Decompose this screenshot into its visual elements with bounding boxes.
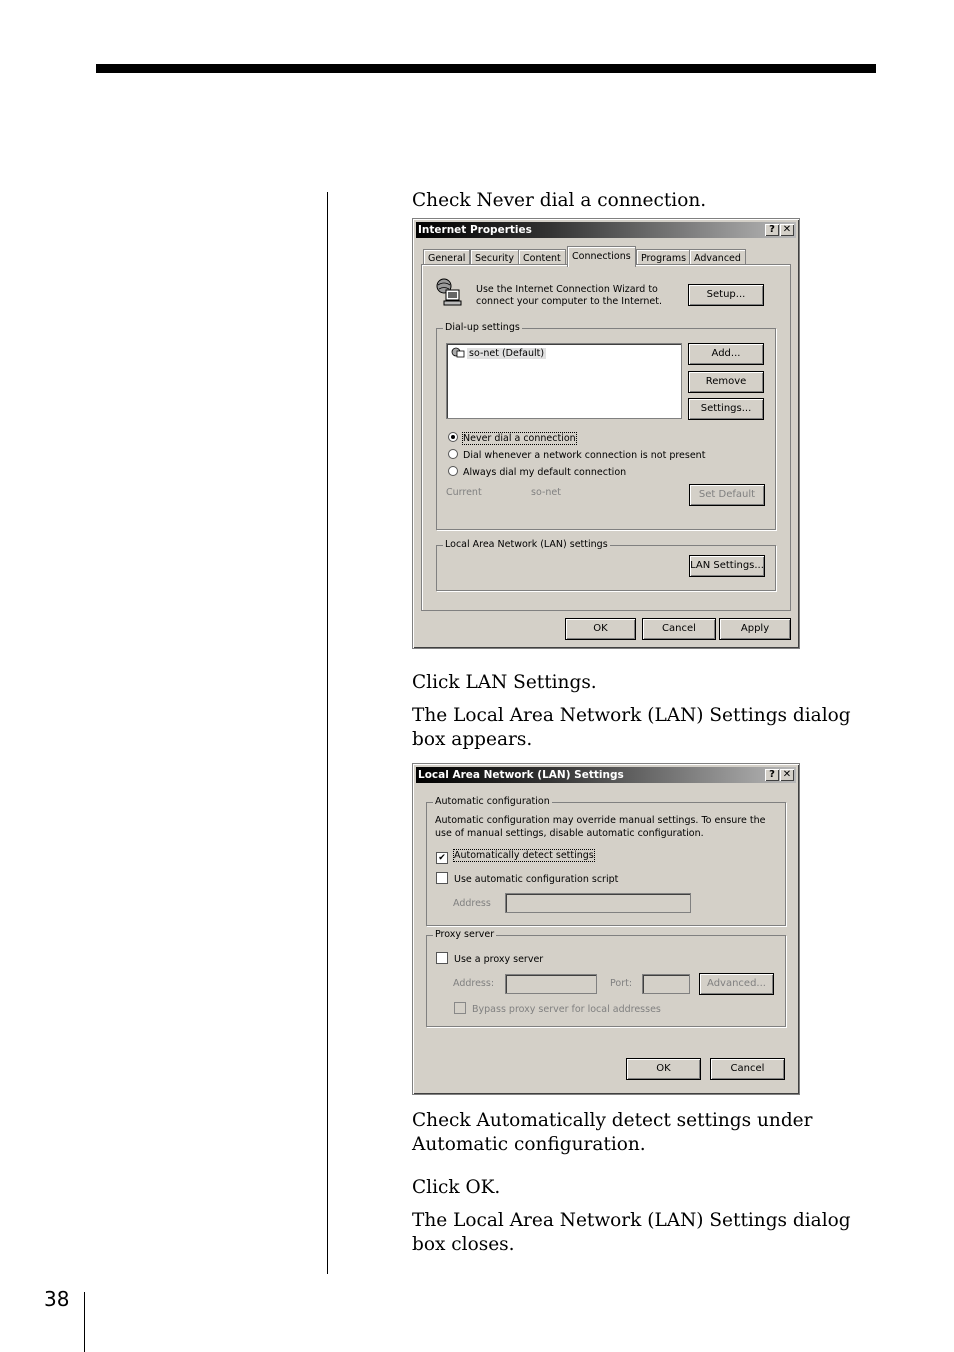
help-icon[interactable]: ? — [765, 769, 779, 781]
dialup-connection-icon — [451, 347, 465, 358]
radio-dial-whenever-label: Dial whenever a network connection is not present — [463, 450, 706, 461]
radio-always-dial-control[interactable] — [448, 466, 458, 476]
step-lan-closes-line2: box closes. — [412, 1234, 515, 1255]
help-icon[interactable]: ? — [765, 224, 779, 236]
proxy-address-input[interactable] — [505, 974, 597, 994]
step-click-ok: Click OK. — [412, 1177, 501, 1198]
tab-security[interactable]: Security — [470, 249, 519, 267]
step-never-dial: Check Never dial a connection. — [412, 190, 707, 211]
wizard-text-line2: connect your computer to the Internet. — [476, 296, 663, 307]
settings-button[interactable]: Settings... — [688, 398, 764, 420]
cancel-button[interactable]: Cancel — [710, 1058, 785, 1080]
automatic-configuration-group — [426, 796, 786, 926]
setup-button[interactable]: Setup... — [688, 284, 764, 306]
auto-script-checkbox[interactable] — [436, 872, 448, 884]
auto-desc-line1: Automatic configuration may override manual settings. To ensure the — [435, 815, 766, 826]
tab-advanced[interactable]: Advanced — [689, 249, 746, 267]
current-label: Current — [446, 487, 482, 498]
script-address-input[interactable] — [505, 893, 691, 913]
auto-detect-label: Automatically detect settings — [454, 850, 594, 861]
step-lan-closes-line1: The Local Area Network (LAN) Settings dialog — [412, 1210, 851, 1231]
set-default-button[interactable]: Set Default — [689, 484, 765, 506]
list-item[interactable] — [451, 347, 546, 359]
tab-programs[interactable]: Programs — [636, 249, 691, 267]
bypass-row[interactable] — [454, 1002, 661, 1015]
radio-always-dial[interactable] — [448, 466, 626, 478]
radio-always-dial-label: Always dial my default connection — [463, 467, 627, 478]
auto-script-row[interactable] — [436, 872, 618, 885]
wizard-text-line1: Use the Internet Connection Wizard to — [476, 284, 658, 295]
internet-properties-dialog — [412, 218, 800, 649]
dialog-title: Internet Properties — [418, 224, 532, 236]
ok-button[interactable]: OK — [626, 1058, 701, 1080]
step-check-auto-detect-line1: Check Automatically detect settings under — [412, 1110, 813, 1131]
step-lan-appears-line1: The Local Area Network (LAN) Settings dialog — [412, 705, 851, 726]
proxy-group-label: Proxy server — [435, 929, 495, 940]
dialog-title: Local Area Network (LAN) Settings — [418, 769, 624, 781]
dialup-connections-list[interactable] — [446, 343, 682, 419]
dialup-group-label: Dial-up settings — [445, 322, 520, 333]
close-icon[interactable]: ✕ — [780, 769, 794, 781]
dialog-titlebar — [416, 222, 796, 238]
dialog-titlebar — [416, 767, 796, 783]
lan-group-label: Local Area Network (LAN) settings — [445, 539, 608, 550]
radio-dial-whenever[interactable] — [448, 449, 705, 461]
auto-detect-checkbox[interactable]: ✔ — [436, 852, 448, 864]
column-rule — [327, 192, 328, 1274]
auto-detect-row[interactable] — [436, 850, 594, 864]
tab-connections[interactable]: Connections — [567, 246, 636, 267]
bypass-label: Bypass proxy server for local addresses — [472, 1004, 661, 1015]
apply-button[interactable]: Apply — [719, 618, 791, 640]
step-check-auto-detect-line2: Automatic configuration. — [412, 1134, 646, 1155]
radio-never-dial-label: Never dial a connection — [463, 433, 576, 444]
step-click-lan-settings: Click LAN Settings. — [412, 672, 597, 693]
ok-button[interactable]: OK — [565, 618, 636, 640]
auto-script-label: Use automatic configuration script — [454, 874, 619, 885]
add-button[interactable]: Add... — [688, 343, 764, 365]
auto-group-label: Automatic configuration — [435, 796, 550, 807]
advanced-button[interactable]: Advanced... — [699, 973, 774, 995]
script-address-label: Address — [453, 898, 491, 909]
top-rule — [96, 64, 876, 73]
auto-desc-line2: use of manual settings, disable automatic configuration. — [435, 828, 704, 839]
proxy-port-label: Port: — [610, 978, 633, 989]
tab-content[interactable]: Content — [518, 249, 566, 267]
radio-dial-whenever-control[interactable] — [448, 449, 458, 459]
dialup-entry-label: so-net (Default) — [469, 348, 545, 359]
radio-never-dial[interactable] — [448, 432, 576, 444]
connection-wizard-icon — [434, 277, 464, 307]
dialup-settings-group — [436, 322, 776, 530]
page-number-rule — [84, 1292, 85, 1352]
remove-button[interactable]: Remove — [688, 371, 764, 393]
radio-never-dial-control[interactable] — [448, 432, 458, 442]
proxy-port-input[interactable] — [642, 974, 690, 994]
step-lan-appears-line2: box appears. — [412, 729, 533, 750]
proxy-address-label: Address: — [453, 978, 495, 989]
close-icon[interactable]: ✕ — [780, 224, 794, 236]
use-proxy-checkbox[interactable] — [436, 952, 448, 964]
use-proxy-label: Use a proxy server — [454, 954, 544, 965]
tab-general[interactable]: General — [423, 249, 470, 267]
current-value: so-net — [531, 487, 561, 498]
page-number: 38 — [44, 1287, 70, 1311]
use-proxy-row[interactable] — [436, 952, 543, 965]
bypass-checkbox[interactable] — [454, 1002, 466, 1014]
proxy-server-group — [426, 929, 786, 1027]
lan-settings-dialog — [412, 763, 800, 1095]
connections-panel — [421, 264, 791, 611]
cancel-button[interactable]: Cancel — [642, 618, 716, 640]
lan-settings-group — [436, 539, 776, 591]
lan-settings-button[interactable]: LAN Settings... — [689, 555, 765, 577]
